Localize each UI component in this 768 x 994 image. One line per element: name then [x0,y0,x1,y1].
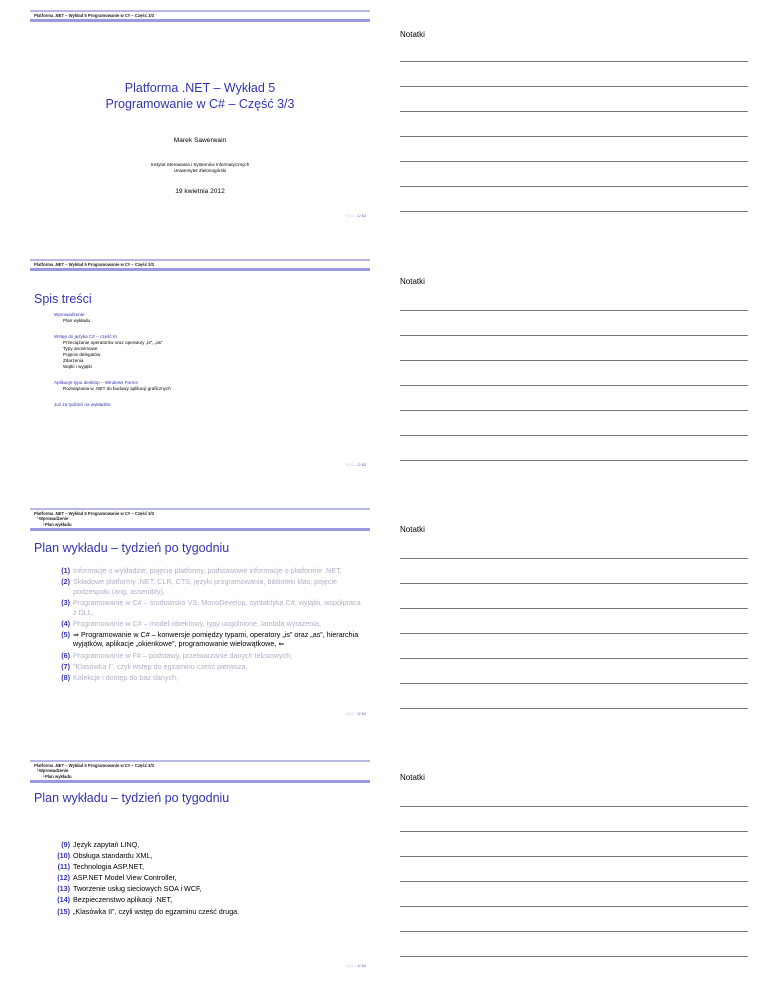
notes-label: Notatki [400,525,425,534]
lecture-plan-list [52,840,362,918]
note-line[interactable] [400,335,748,336]
item-text: Informacje o wykładzie, pojęcie platformy, podstawowe informacje o platformie .NET, [73,566,342,575]
breadcrumb-subsection: └Plan wykładu [42,521,72,527]
item-number: (14) [57,895,70,905]
slide-4 [30,760,370,970]
note-line[interactable] [400,211,748,212]
note-line[interactable] [400,856,748,857]
note-line[interactable] [400,460,748,461]
notes-label: Notatki [400,30,425,39]
institute: Instytut Sterowania i Systemów Informatycznych [150,162,250,167]
footer-version: V1.0 – [345,964,357,968]
item-number: (9) [61,840,70,849]
note-line[interactable] [400,608,748,609]
frame-title: Plan wykładu – tydzień po tygodniu [34,541,230,555]
list-item [52,598,362,617]
notes-label: Notatki [400,773,425,782]
item-text: Bezpieczenstwo aplikacji .NET, [73,895,173,905]
item-number: (2) [61,577,70,587]
breadcrumb-section: └Wprowadzenie [36,516,69,522]
slide-top-bar [30,259,370,261]
toc-subsection[interactable]: Pojęcie delegatów [63,352,101,357]
slide-header [34,511,154,527]
note-line[interactable] [400,633,748,634]
item-number: (12) [57,873,70,883]
lecture-plan-list [52,566,362,684]
note-line[interactable] [400,906,748,907]
item-number: (3) [61,597,70,607]
toc-subsection[interactable]: Wątki i wyjątki [63,364,92,369]
toc-section[interactable]: Wprowadzenie [54,312,85,317]
list-item [52,840,362,850]
item-text: Kolekcje i dostęp do baz danych, [73,672,179,682]
note-line[interactable] [400,111,748,112]
note-line[interactable] [400,360,748,361]
slide-3 [30,508,370,718]
frame-title: Plan wykładu – tydzień po tygodniu [34,791,230,805]
date: 19 kwietnia 2012 [175,188,225,195]
note-line[interactable] [400,881,748,882]
breadcrumb: Platforma .NET – Wykład 5 Programowanie w C# – Część 3/3 [34,763,155,768]
presentation-title [30,80,370,112]
note-line[interactable] [400,583,748,584]
list-item [52,566,362,576]
note-line[interactable] [400,186,748,187]
toc-subsection[interactable]: Rozwiązania w .NET do budowy aplikacji graficznych [63,386,171,391]
item-number: (10) [57,851,70,861]
note-line[interactable] [400,385,748,386]
item-number: (13) [57,884,70,894]
toc-subsection[interactable]: Przeciążanie operatorów oraz operatory „is”, „as” [63,340,163,345]
list-item [52,619,362,629]
breadcrumb: Platforma .NET – Wykład 5 Programowanie w C# – Część 3/3 [34,511,155,516]
item-text: „Klasówka II”, czyli wstęp do egzaminu cześć druga. [73,906,240,916]
slide-footer [346,964,367,968]
toc-group [54,334,171,370]
item-text: Tworzenie usług sieciowych SOA i WCF, [73,884,202,894]
list-item [52,873,362,883]
toc-subsection[interactable]: Zdarzenia [63,358,84,363]
note-line[interactable] [400,831,748,832]
item-text: Technologia ASP.NET, [73,862,144,872]
item-text: "Klasówka I", czyli wstęp do egzaminu cześć pierwsza, [73,661,248,671]
item-text: ⇒ Programowanie w C# – konwersje pomiędzy typami, operatory „is” oraz „as”, hierarchia wyjątków, aplikacje „okienkowe”, programowanie wielowątkowe, ⇐ [73,629,359,649]
slide-2 [30,259,370,469]
toc-group [54,312,171,324]
note-line[interactable] [400,708,748,709]
slide-footer [346,463,367,467]
toc-section[interactable]: Wstęp do języka C# – część III [54,334,117,339]
notes-label: Notatki [400,277,425,286]
note-line[interactable] [400,86,748,87]
note-line[interactable] [400,435,748,436]
list-item [52,895,362,905]
note-line[interactable] [400,61,748,62]
slide-header [34,13,154,18]
item-text: ASP.NET Model View Controller, [73,873,177,883]
breadcrumb-section: └Wprowadzenie [36,768,69,774]
breadcrumb: Platforma .NET – Wykład 5 Programowanie w C# – Część 3/3 [34,262,155,267]
university: Uniwersytet Zielonogórski [173,168,227,173]
list-item [52,651,362,661]
list-item [52,851,362,861]
header-divider [30,268,370,271]
list-item [52,662,362,672]
item-number: (15) [57,906,70,916]
header-divider [30,528,370,531]
note-line[interactable] [400,310,748,311]
title-line-2: Programowanie w C# – Część 3/3 [105,97,295,111]
note-line[interactable] [400,806,748,807]
note-line[interactable] [400,161,748,162]
slide-top-bar [30,10,370,12]
footer-version: V1.0 – [345,463,357,467]
slide-header [34,763,154,779]
toc-subsection[interactable]: Plan wykładu [63,318,91,323]
item-number: (5) [61,629,70,639]
item-text: Programowanie w F# – podstawy, przetwarzanie danych tekstowych, [73,650,293,660]
footer-page-number: 3/ 62 [357,712,366,716]
footer-page-number: 2/ 62 [357,463,366,467]
footer-version: V1.0 – [345,712,357,716]
list-item [52,673,362,683]
footer-page-number: 4/ 62 [357,964,366,968]
list-item [52,884,362,894]
slide-1 [30,10,370,220]
item-number: (4) [61,618,70,628]
toc-section[interactable]: Już za tydzień na wykładzie [54,402,111,407]
item-number: (8) [61,672,70,682]
footer-page-number: 1/ 62 [357,214,366,218]
list-item-current [52,630,362,649]
item-text: Obsługa standardu XML, [73,851,153,861]
list-item [52,862,362,872]
slide-footer [346,712,367,716]
note-line[interactable] [400,956,748,957]
slide-header [34,262,154,267]
breadcrumb-subsection: └Plan wykładu [42,773,72,779]
item-number: (11) [57,862,70,872]
toc-group [54,380,171,392]
footer-version: V1.0 – [345,214,357,218]
item-text: Język zapytań LINQ, [73,840,140,849]
item-number: (1) [61,566,70,575]
item-number: (7) [61,661,70,671]
note-line[interactable] [400,558,748,559]
title-line-1: Platforma .NET – Wykład 5 [124,81,276,95]
list-item [52,907,362,917]
item-text: Programowanie w C# – model obiektowy, typy uogólnione, lambda wyrażenia, [73,618,321,628]
table-of-contents [54,312,171,418]
item-text: Programowanie w C# – środowisko VS, MonoDevelop, syntaktyka C#, wyjątki, współpraca z DLL, [73,597,361,617]
toc-group [54,402,171,408]
note-line[interactable] [400,683,748,684]
frame-title: Spis treści [34,292,92,306]
toc-section[interactable]: Aplikacje typu desktop – Windows Forms [54,380,138,385]
item-number: (6) [61,650,70,660]
note-line[interactable] [400,931,748,932]
header-divider [30,19,370,22]
breadcrumb: Platforma .NET – Wykład 5 Programowanie w C# – Część 3/3 [34,13,155,18]
slide-top-bar [30,508,370,510]
note-line[interactable] [400,136,748,137]
note-line[interactable] [400,658,748,659]
slide-top-bar [30,760,370,762]
item-text: Składowe platformy .NET: CLR, CTS, języki programowania, biblioteki klas, pojęcie podzespołu (ang. assembly), [73,577,338,596]
author: Marek Sawerwain [173,137,227,144]
list-item [52,577,362,596]
toc-subsection[interactable]: Typy anonimowe [63,346,98,351]
affiliation [30,162,370,174]
header-divider [30,780,370,783]
note-line[interactable] [400,410,748,411]
slide-footer [346,214,367,218]
